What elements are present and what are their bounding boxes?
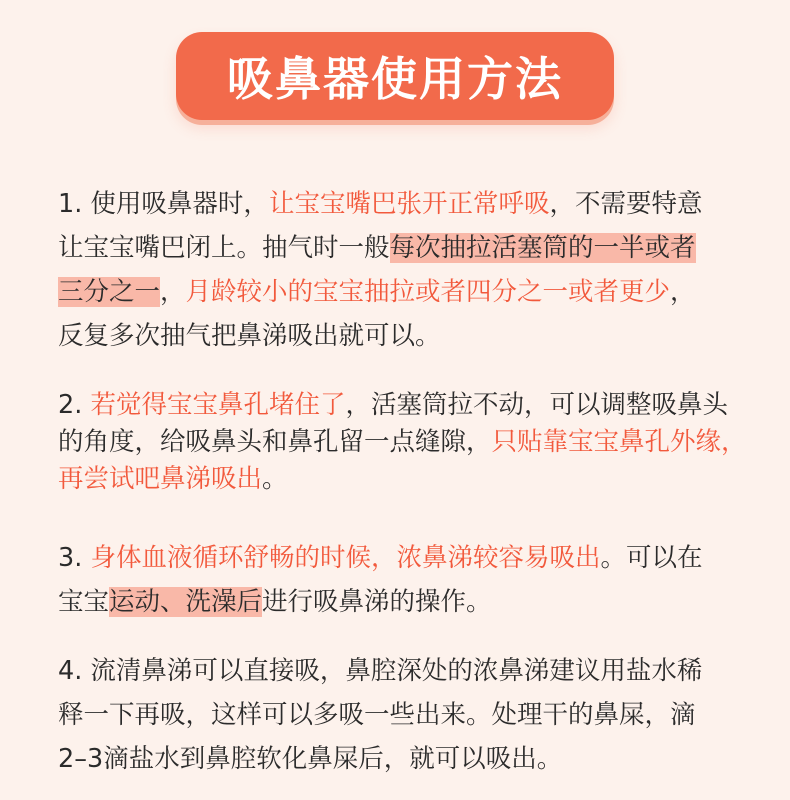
step-2-paragraph: [58, 387, 747, 498]
step-4-line-2: 释一下再吸，这样可以多吸一些出来。处理干的鼻屎，滴: [58, 700, 696, 730]
step-1-text: 1. 使用吸鼻器时，: [58, 189, 269, 219]
step-3-line-2: [58, 580, 702, 624]
step-2-emphasis: 只贴靠宝宝鼻孔外缘，: [491, 427, 747, 457]
title-banner: [176, 32, 614, 120]
step-3-emphasis: 身体血液循环舒畅的时候，浓鼻涕较容易吸出: [90, 543, 601, 573]
step-1-line-4: [58, 314, 702, 358]
step-2-text: ，活塞筒拉不动，可以调整吸鼻头: [345, 390, 728, 420]
step-1-text: 反复多次抽气把鼻涕吸出就可以。: [58, 321, 441, 351]
page-title: 吸鼻器使用方法: [227, 52, 563, 106]
step-1-emphasis: 让宝宝嘴巴张开正常呼吸: [268, 189, 550, 219]
step-4-line-3: 2–3滴盐水到鼻腔软化鼻屎后，就可以吸出。: [58, 744, 563, 774]
step-1-text: ，: [670, 277, 696, 307]
step-3-text: 宝宝: [58, 587, 110, 617]
step-2-text: 。: [262, 464, 288, 494]
step-1-line-2: [58, 226, 702, 270]
step-3-text: 3.: [58, 543, 91, 573]
step-3-paragraph: [58, 536, 702, 624]
step-1-line-1: [58, 182, 702, 226]
step-1-emphasis: 月龄较小的宝宝抽拉或者四分之一或者更少: [185, 277, 671, 307]
step-3-highlight: 运动、洗澡后: [109, 587, 263, 617]
step-3-text: 。可以在: [600, 543, 703, 573]
step-1-text: ，: [160, 277, 186, 307]
step-4-paragraph: [58, 649, 702, 781]
step-1-text: 让宝宝嘴巴闭上。抽气时一般: [58, 233, 390, 263]
step-2-text: 2.: [58, 390, 91, 420]
step-2-line-3: [58, 461, 747, 498]
step-1-paragraph: [58, 182, 702, 358]
step-1-text: ，不需要特意: [549, 189, 703, 219]
step-2-line-1: [58, 387, 747, 424]
step-1-highlight: 每次抽拉活塞筒的一半或者: [389, 233, 696, 263]
step-3-text: 进行吸鼻涕的操作。: [262, 587, 492, 617]
step-4-line-1: 4. 流清鼻涕可以直接吸，鼻腔深处的浓鼻涕建议用盐水稀: [58, 656, 703, 686]
step-2-line-2: [58, 424, 747, 461]
step-3-line-1: [58, 536, 702, 580]
step-2-text: 的角度，给吸鼻头和鼻孔留一点缝隙，: [58, 427, 492, 457]
step-1-highlight: 三分之一: [58, 277, 161, 307]
step-1-line-3: [58, 270, 702, 314]
step-2-emphasis: 再尝试吧鼻涕吸出: [58, 464, 263, 494]
step-2-emphasis: 若觉得宝宝鼻孔堵住了: [90, 390, 346, 420]
